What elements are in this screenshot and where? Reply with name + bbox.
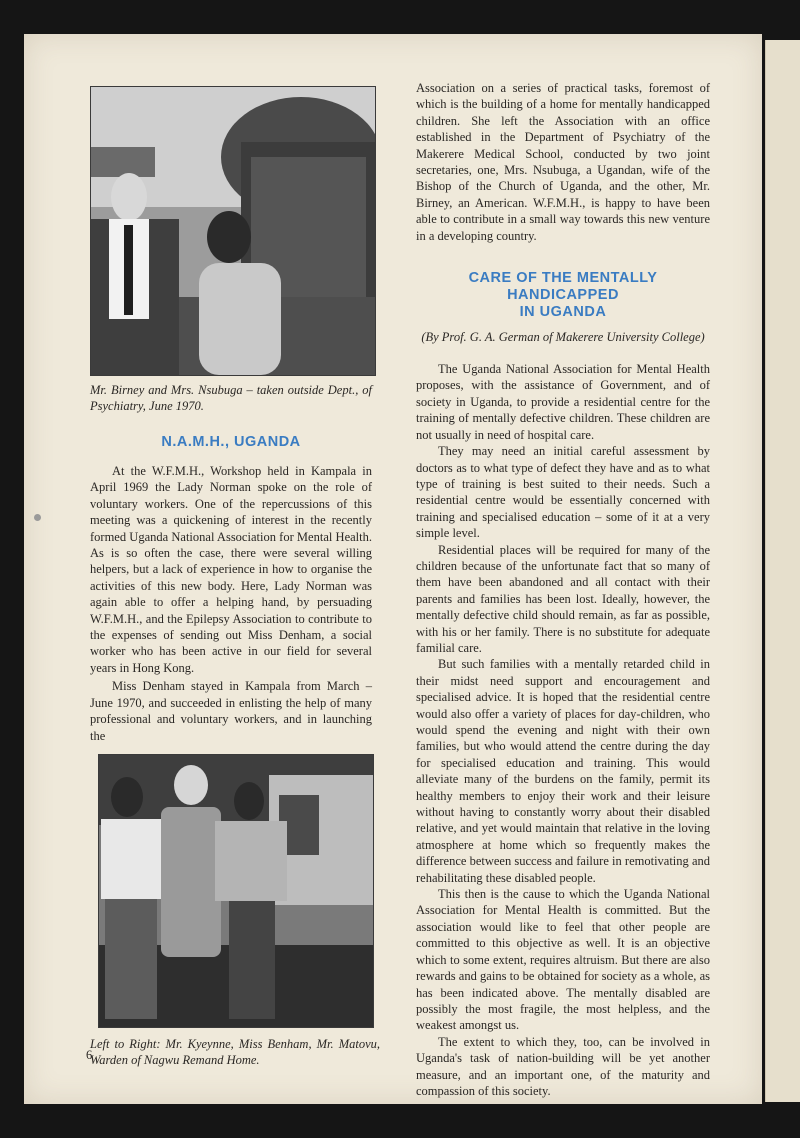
punch-hole <box>34 514 41 521</box>
namh-heading: N.A.M.H., UGANDA <box>161 434 301 450</box>
care-paragraph: Residential places will be required for many of the children because of the unfortunate fact that so many of them have been abandoned and all contact with their parents and families has been lost. Ideally, however, the mentally defective child should remain, as far as possible, with his or her family. There is no substitute for adequate familial care. <box>416 542 710 655</box>
photo-birney-nsubuga <box>90 86 376 376</box>
right-column <box>390 80 710 1099</box>
photo2-caption: Left to Right: Mr. Kyeynne, Miss Benham, Mr. Matovu, Warden of Nagwu Remand Home. <box>90 1036 380 1067</box>
namh-paragraph: At the W.F.M.H., Workshop held in Kampala in April 1969 the Lady Norman spoke on the role of voluntary workers. One of the repercussions of this meeting was a quickening of interest in the recently formed Uganda National Association for Mental Health. As is so often the case, there were several willing helpers, but a lack of experience in how to organise the activities of this new body. Here, Lady Norman was again able to offer a helping hand, by persuading W.F.M.H., and the Epilepsy Association to contribute to the expenses of sending out Miss Denham, a social worker who has been active in our field for several years in Hong Kong. <box>90 464 372 675</box>
care-heading-line1: CARE OF THE MENTALLY HANDICAPPED <box>468 270 658 304</box>
next-page-edge <box>765 40 800 1102</box>
photo1-caption: Mr. Birney and Mrs. Nsubuga – taken outside Dept., of Psychiatry, June 1970. <box>90 383 372 413</box>
care-byline: (By Prof. G. A. German of Makerere University College) <box>421 330 705 345</box>
photo-kyeynne-benham-matovu-image <box>99 755 373 1027</box>
care-paragraph: This then is the cause to which the Uganda National Association for Mental Health is committed. But the association would like to feel that other people are committed to this objective as well. It is an objective which to some extent, requires altruism. But there are also rewards and gains to be obtained for society as a whole, as has been indicated above. The mentally disabled are possibly the most fragile, the most helpless, and the weakest amongst us. <box>416 887 710 1033</box>
namh-continuation: Association on a series of practical tasks, foremost of which is the building of a home for mentally handicapped children. She left the Association with an office established in the Department of Psychiatry of the Makerere Medical School, conducted by two joint secretaries, one, Mrs. Nsubuga, a Ugandan, wife of the Bishop of the Church of Uganda, and the other, Mr. Birney, an American. W.F.M.H., is happy to have been able to contribute in a small way towards this new venture in a developing country. <box>416 81 710 243</box>
care-paragraph: But such families with a mentally retarded child in their midst need support and encouragement and specialised advice. It is hoped that the residential centre would also offer a variety of places for day-children, who would spend the evening and night with their own families, but who would attend the centre during the day for specialised education and training. This would alleviate many of the burdens on the family, permit its healthy members to enjoy their work and their leisure without having to constantly worry about their disabled relative, and yet would maintain that relative in the loving atmosphere at home which so frequently makes the difference between success and failure in remotivating and rehabilitating these disabled people. <box>416 657 710 885</box>
photo-kyeynne-benham-matovu <box>98 754 374 1028</box>
left-column <box>66 86 380 1068</box>
page-number: 6 <box>86 1048 93 1062</box>
care-heading-line2: IN UGANDA <box>519 304 607 321</box>
namh-paragraph: Miss Denham stayed in Kampala from March – June 1970, and succeeded in enlisting the help of many professional and voluntary workers, and in launching the <box>90 679 372 743</box>
care-paragraph: The extent to which they, too, can be involved in Uganda's task of nation-building will be yet another measure, and an important one, of the maturity and compassion of this society. <box>416 1034 710 1098</box>
care-paragraph: The Uganda National Association for Mental Health proposes, with the assistance of Government, and of society in Uganda, to provide a residential centre for the training of mentally defective children. These children are not usually in need of hospital care. <box>416 362 710 442</box>
care-paragraph: They may need an initial careful assessment by doctors as to what type of defect they have and as to what type of training is best suited to their needs. Such a residential centre would be essentially concerned with training and specialised education – some of it at a very simple level. <box>416 444 710 541</box>
photo-birney-nsubuga-image <box>91 87 375 375</box>
